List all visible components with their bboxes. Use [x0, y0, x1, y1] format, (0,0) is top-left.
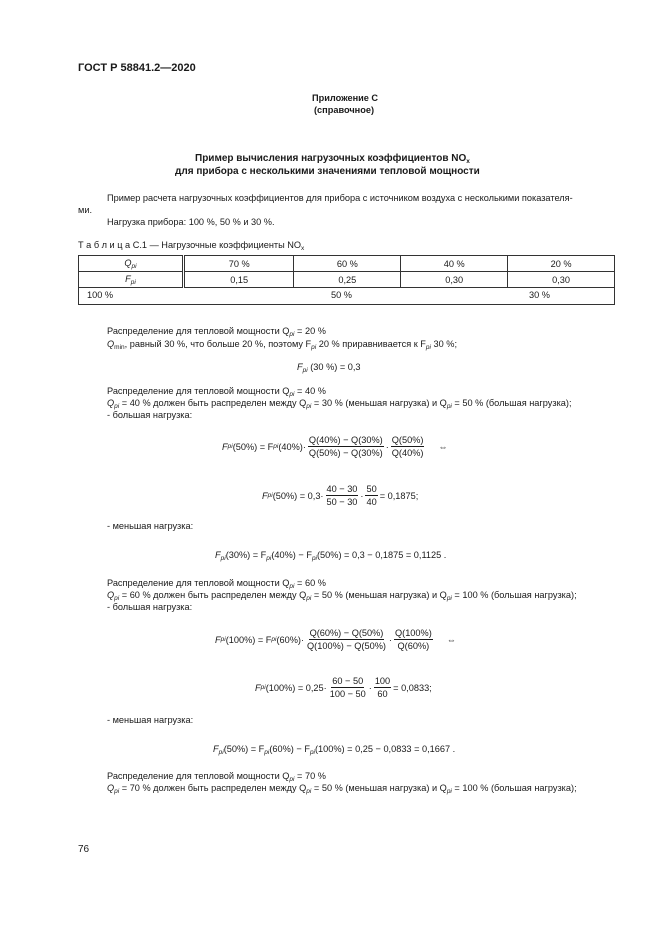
table-caption-text: Т а б л и ц а С.1 — Нагрузочные коэффициенты NO: [78, 240, 302, 250]
table-row: [79, 256, 615, 272]
s40-big-load: - большая нагрузка:: [107, 410, 193, 420]
table-cell: 20 %: [508, 256, 615, 272]
load-30: 30 %: [529, 290, 550, 300]
s60-big-load: - большая нагрузка:: [107, 602, 193, 612]
load-factor-table: [78, 255, 615, 305]
table-cell: 0,25: [294, 272, 401, 288]
heading-line2: для прибора с несколькими значениями тепловой мощности: [175, 166, 480, 177]
s20-formula: $F_{pi}$ (30 %) = 0,3: [297, 362, 361, 374]
table-row: [79, 272, 615, 288]
heading-sub: x: [466, 158, 470, 165]
row-label-q: [79, 256, 184, 272]
f-sub: pi: [130, 278, 136, 286]
s20-line2: $Q_{min}$, равный 30 %, что больше 20 %, поэтому $F_{pi}$ 20 % приравнивается к $F_{pi}$ 30 %;: [107, 339, 458, 351]
load-50: 50 %: [331, 290, 352, 300]
load-100: 100 %: [87, 290, 114, 300]
page-number: 76: [78, 844, 90, 855]
table-caption-sub: x: [301, 245, 305, 252]
q-symbol: Q: [124, 257, 132, 268]
appendix-note: (справочное): [314, 105, 375, 115]
s60-line2: $Q_{pi} = 60$ % должен быть распределен между $Q_{pi} = 50$ % (меньшая нагрузка) и $Q_{pi} = 100$ % (большая нагрузка);: [107, 590, 577, 602]
s40-formula-3: $F_{pi}(30\%) = F_{pi}(40\%) - F_{pi}(50\%) = 0,3 - 0,1875 = 0,1125$ .: [215, 550, 447, 562]
s40-formula-2: F pi (50%) = 0,3· $\frac{40 - 30}{50 - 30}$ · $\frac{50}{40}$ = 0,1875;: [262, 484, 419, 507]
s60-small-load: - меньшая нагрузка:: [107, 715, 194, 725]
s20-title: Распределение для тепловой мощности $Q_{pi} = 20$ %: [107, 326, 326, 338]
q-sub: pi: [131, 262, 137, 270]
s60-formula-3: $F_{pi}(50\%) = F_{pi}(60\%) - F_{pi}(100\%) = 0,25 - 0,0833 = 0,1667$ .: [213, 744, 456, 756]
intro-p1-line1: Пример расчета нагрузочных коэффициентов для прибора с источником воздуха с несколькими показателя-: [107, 193, 573, 203]
load-row: [79, 288, 615, 305]
f-symbol: F: [125, 273, 131, 284]
table-cell: 0,30: [401, 272, 508, 288]
s60-title: Распределение для тепловой мощности $Q_{pi} = 60$ %: [107, 578, 326, 590]
document-header: ГОСТ Р 58841.2—2020: [78, 62, 196, 74]
heading-line1: Пример вычисления нагрузочных коэффициентов NO: [195, 153, 467, 164]
intro-p2: Нагрузка прибора: 100 %, 50 % и 30 %.: [107, 217, 275, 227]
row-label-f: [79, 272, 184, 288]
table-caption: [78, 240, 304, 252]
s40-line2: $Q_{pi} = 40$ % должен быть распределен между $Q_{pi} = 30$ % (меньшая нагрузка) и $Q_{pi} = 50$ % (большая нагрузка);: [107, 398, 572, 410]
table-row: [79, 288, 615, 305]
s60-formula-2: F pi (100%) = 0,25· $\frac{60 - 50}{100 - 50}$ · $\frac{100}{60}$ = 0,0833;: [255, 676, 432, 699]
table-cell: 70 %: [184, 256, 294, 272]
s70-title: Распределение для тепловой мощности $Q_{pi} = 70$ %: [107, 771, 326, 783]
s40-title: Распределение для тепловой мощности $Q_{pi} = 40$ %: [107, 386, 326, 398]
s70-line2: $Q_{pi} = 70$ % должен быть распределен между $Q_{pi} = 50$ % (меньшая нагрузка) и $Q_{pi} = 100$ % (большая нагрузка);: [107, 783, 577, 795]
table-cell: 0,30: [508, 272, 615, 288]
s40-formula-1: F pi (50%) = F pi (40%)· $\frac{Q(40\%) - Q(30\%)}{Q(50\%) - Q(30\%)}$ · $\frac{Q(50\%)}{Q(40\%)}$ ⇔: [222, 435, 448, 458]
table-cell: 40 %: [401, 256, 508, 272]
table-cell: 0,15: [184, 272, 294, 288]
table-cell: 60 %: [294, 256, 401, 272]
section-heading: [195, 153, 470, 165]
appendix-title: Приложение С: [312, 93, 379, 103]
intro-p1-line2: ми.: [78, 205, 93, 215]
s60-formula-1: F pi (100%) = F pi (60%)· $\frac{Q(60\%) - Q(50\%)}{Q(100\%) - Q(50\%)}$ · $\frac{Q(100\%)}{Q(60\%)}$ ⇔: [215, 628, 456, 651]
s40-small-load: - меньшая нагрузка:: [107, 521, 194, 531]
